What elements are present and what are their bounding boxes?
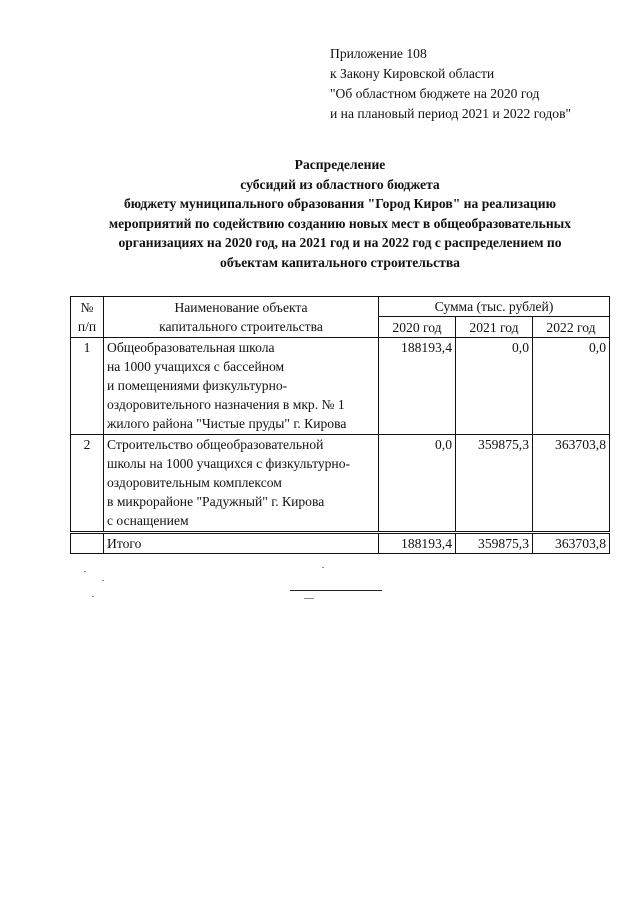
row-name-line: и помещениями физкультурно- — [107, 378, 288, 393]
row-num: 1 — [71, 338, 104, 435]
total-label: Итого — [104, 533, 379, 554]
row-name-line: Общеобразовательная школа — [107, 340, 275, 355]
row-name-line: в микрорайоне "Радужный" г. Кирова — [107, 494, 325, 509]
row-value-2022: 363703,8 — [533, 435, 610, 533]
appendix-reference — [330, 44, 571, 124]
header-year-2022: 2022 год — [533, 317, 610, 338]
scan-speck — [92, 596, 94, 597]
scan-speck — [84, 571, 86, 572]
title-line: объектам капитального строительства — [220, 254, 460, 270]
header-num-line2: п/п — [77, 319, 97, 334]
header-num — [71, 297, 104, 338]
table-row — [71, 338, 610, 435]
title-line: мероприятий по содействию созданию новых мест в общеобразовательных — [108, 215, 572, 231]
row-value-2021: 0,0 — [456, 338, 533, 435]
row-name-line: оздоровительным комплексом — [107, 475, 282, 490]
row-name-line: оздоровительного назначения в мкр. № 1 — [107, 397, 345, 412]
total-value-2020: 188193,4 — [379, 533, 456, 554]
document-title — [60, 155, 620, 272]
row-name-line: жилого района "Чистые пруды" г. Кирова — [107, 416, 347, 431]
row-name-line: школы на 1000 учащихся с физкультурно- — [107, 456, 351, 471]
appendix-line: и на плановый период 2021 и 2022 годов" — [330, 106, 572, 121]
title-line: бюджету муниципального образования "Город Киров" на реализацию — [124, 196, 556, 211]
row-name-line: на 1000 учащихся с бассейном — [107, 359, 285, 374]
row-value-2022: 0,0 — [533, 338, 610, 435]
row-name-line: Строительство общеобразовательной — [107, 437, 324, 452]
table-row — [71, 435, 610, 533]
header-name-line2: капитального строительства — [159, 319, 323, 334]
row-value-2020: 0,0 — [379, 435, 456, 533]
total-value-2022: 363703,8 — [533, 533, 610, 554]
header-year-2021: 2021 год — [456, 317, 533, 338]
header-sum: Сумма (тыс. рублей) — [379, 297, 610, 317]
table-total-row — [71, 533, 610, 554]
scan-speck — [102, 580, 104, 581]
table-header-row — [71, 297, 610, 317]
header-name-line1: Наименование объекта — [174, 300, 308, 315]
end-separator-line — [290, 590, 382, 591]
title-line: организациях на 2020 год, на 2021 год и на 2022 год с распределением по — [118, 235, 562, 250]
row-num: 2 — [71, 435, 104, 533]
header-name — [104, 297, 379, 338]
row-object-name — [104, 338, 379, 435]
header-year-2020: 2020 год — [379, 317, 456, 338]
appendix-line: к Закону Кировской области — [330, 66, 495, 81]
appendix-line: Приложение 108 — [330, 46, 427, 61]
title-line: Распределение — [294, 157, 386, 172]
row-value-2020: 188193,4 — [379, 338, 456, 435]
row-name-line: с оснащением — [107, 513, 189, 528]
row-object-name — [104, 435, 379, 533]
row-value-2021: 359875,3 — [456, 435, 533, 533]
total-num-empty — [71, 533, 104, 554]
subsidy-table — [70, 296, 610, 554]
scan-speck — [304, 598, 314, 599]
total-value-2021: 359875,3 — [456, 533, 533, 554]
scan-speck — [322, 567, 324, 568]
appendix-line: "Об областном бюджете на 2020 год — [330, 86, 540, 101]
title-line: субсидий из областного бюджета — [240, 176, 440, 192]
header-num-line1: № — [80, 300, 94, 315]
